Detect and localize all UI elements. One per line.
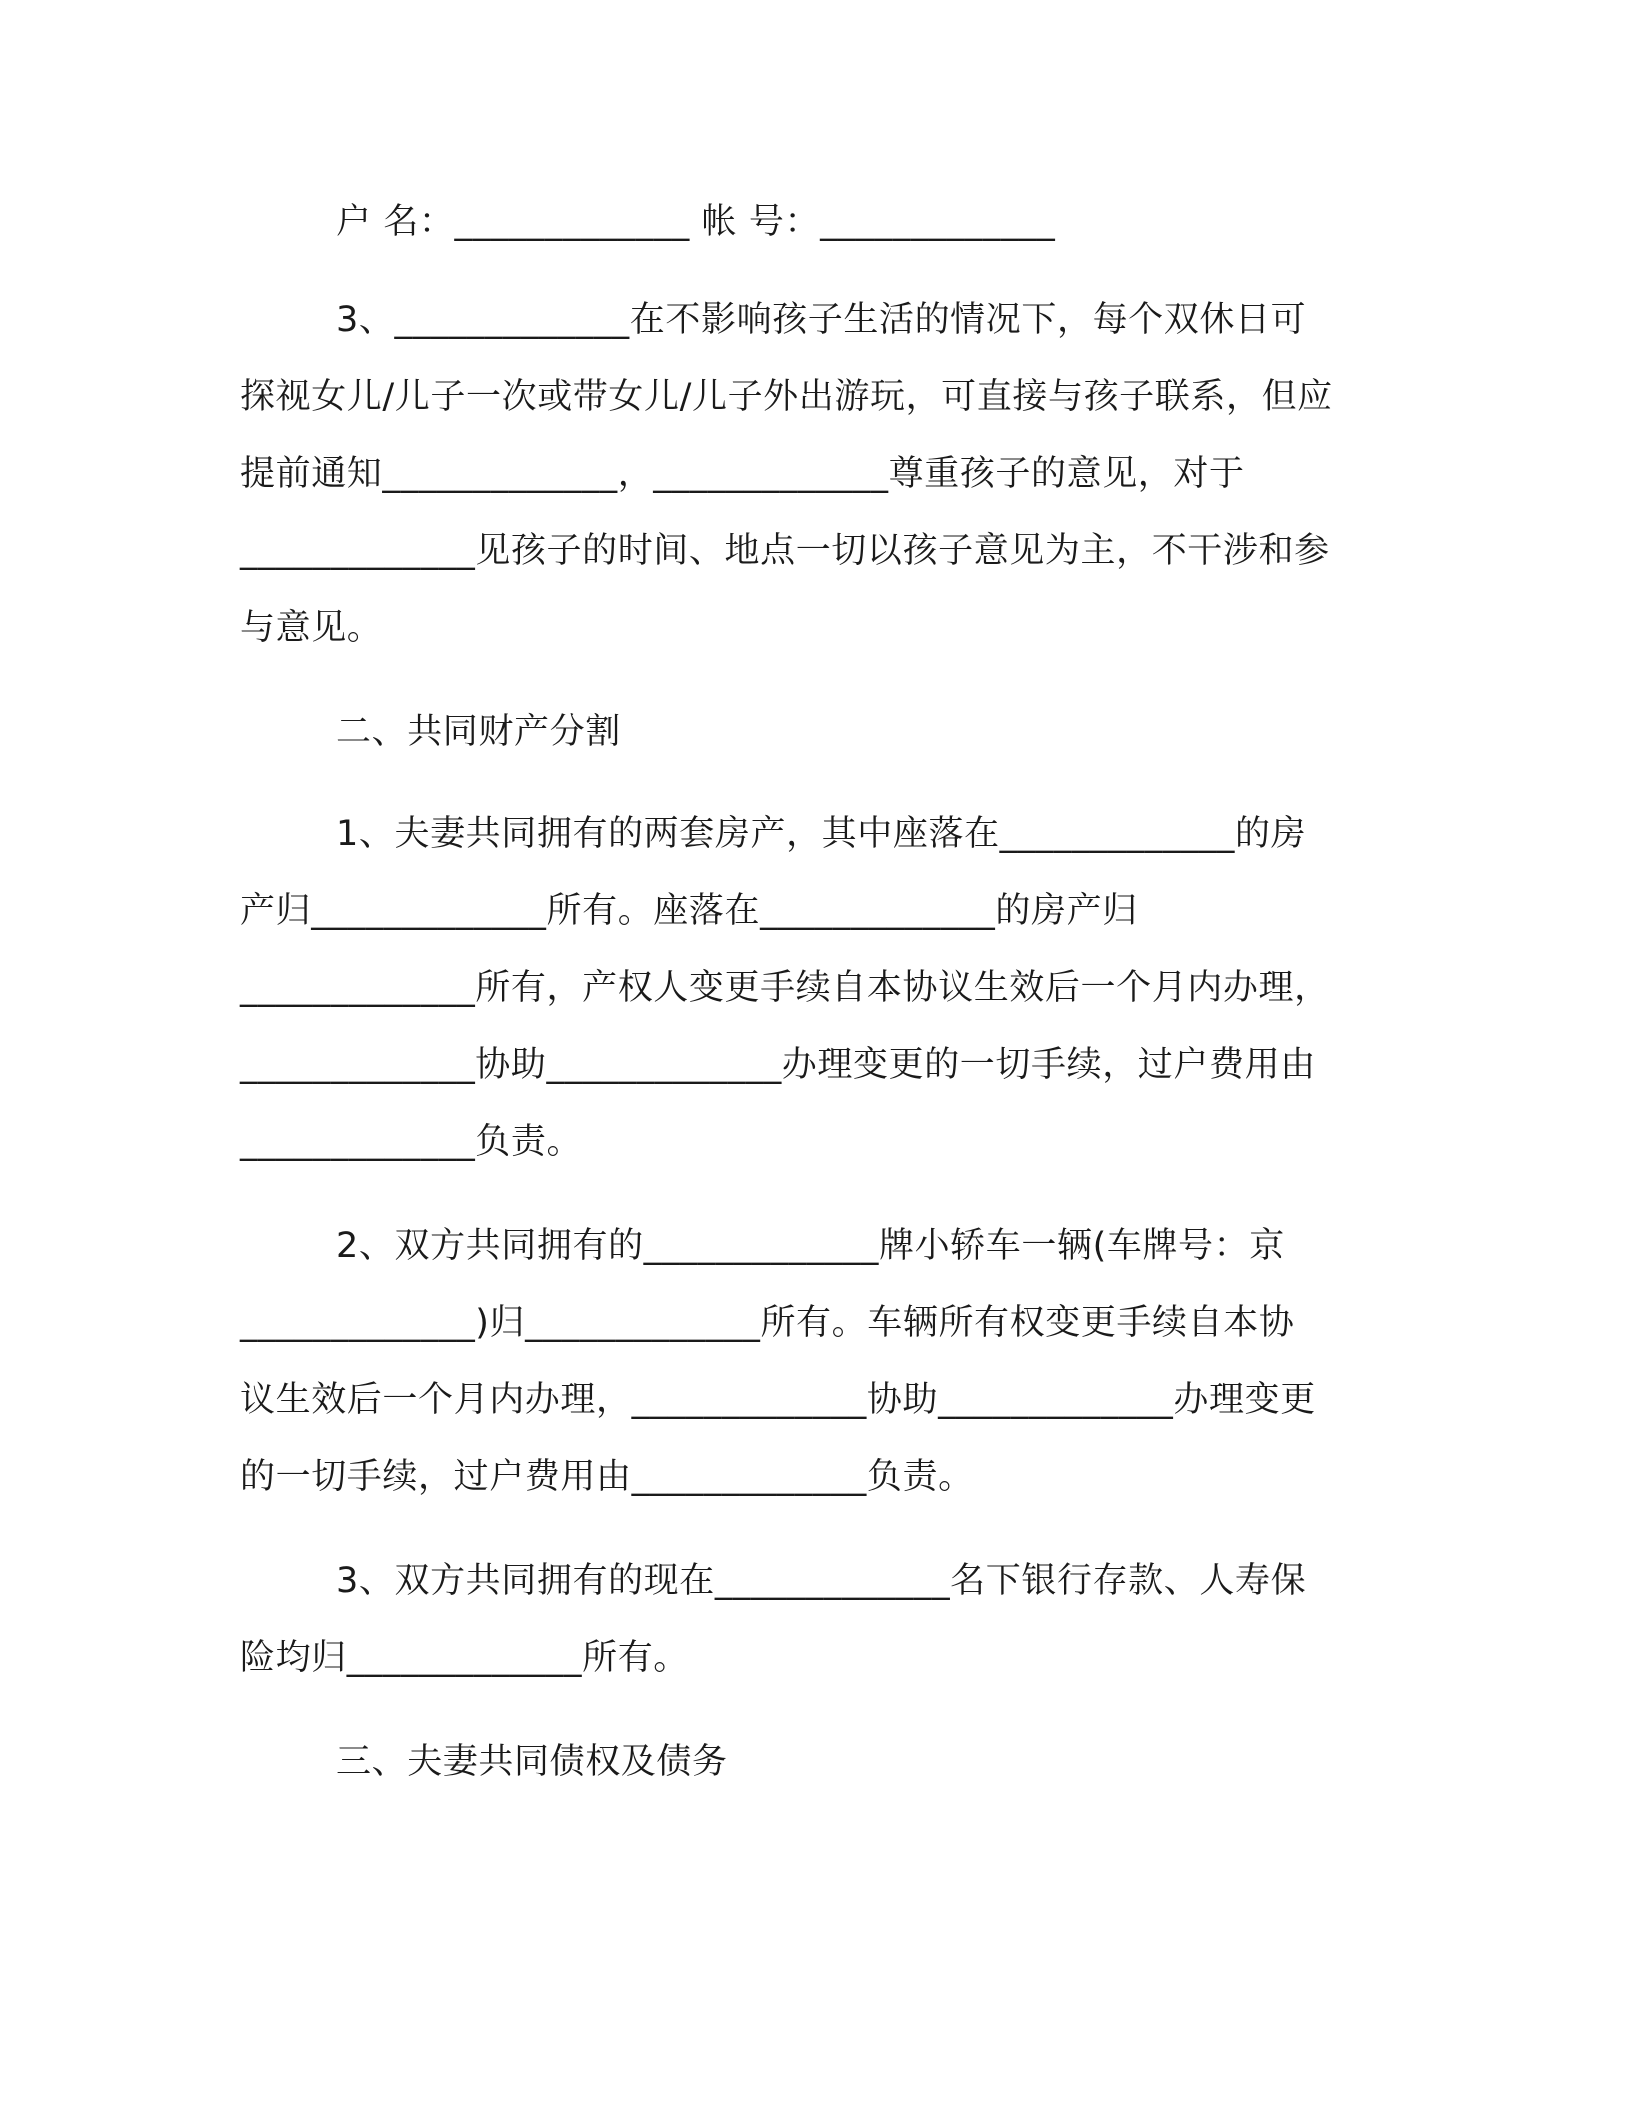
property-clause-1-line-2: 产归_____________所有。座落在_____________的房产归	[240, 891, 1138, 931]
visitation-clause-line-2: 探视女儿/儿子一次或带女儿/儿子外出游玩，可直接与孩子联系，但应	[240, 377, 1333, 417]
property-clause-1-line-5: _____________负责。	[240, 1122, 583, 1162]
property-clause-1-line-4: _____________协助_____________办理变更的一切手续，过户费用由	[240, 1045, 1316, 1085]
visitation-clause-line-4: _____________见孩子的时间、地点一切以孩子意见为主，不干涉和参	[240, 531, 1330, 571]
section-heading-property: 二、共同财产分割	[336, 712, 621, 752]
visitation-clause-line-1: 3、_____________在不影响孩子生活的情况下，每个双休日可	[336, 300, 1307, 340]
visitation-clause-line-5: 与意见。	[240, 608, 383, 648]
section-heading-debts: 三、夫妻共同债权及债务	[336, 1742, 728, 1782]
property-clause-3-line-1: 3、双方共同拥有的现在_____________名下银行存款、人寿保	[336, 1561, 1307, 1601]
property-clause-2-line-2: _____________)归_____________所有。车辆所有权变更手续自本协	[240, 1303, 1295, 1343]
property-clause-3-line-2: 险均归_____________所有。	[240, 1638, 689, 1678]
property-clause-1-line-3: _____________所有，产权人变更手续自本协议生效后一个月内办理，	[240, 968, 1330, 1008]
account-name-number-line: 户 名：_____________ 帐 号：_____________	[336, 202, 1056, 242]
visitation-clause-line-3: 提前通知_____________，_____________尊重孩子的意见，对于	[240, 454, 1245, 494]
property-clause-2-line-4: 的一切手续，过户费用由_____________负责。	[240, 1457, 974, 1497]
property-clause-1-line-1: 1、夫妻共同拥有的两套房产，其中座落在_____________的房	[336, 814, 1307, 854]
property-clause-2-line-3: 议生效后一个月内办理，_____________协助_____________办理变更	[240, 1380, 1316, 1420]
property-clause-2-line-1: 2、双方共同拥有的_____________牌小轿车一辆(车牌号：京	[336, 1226, 1285, 1266]
